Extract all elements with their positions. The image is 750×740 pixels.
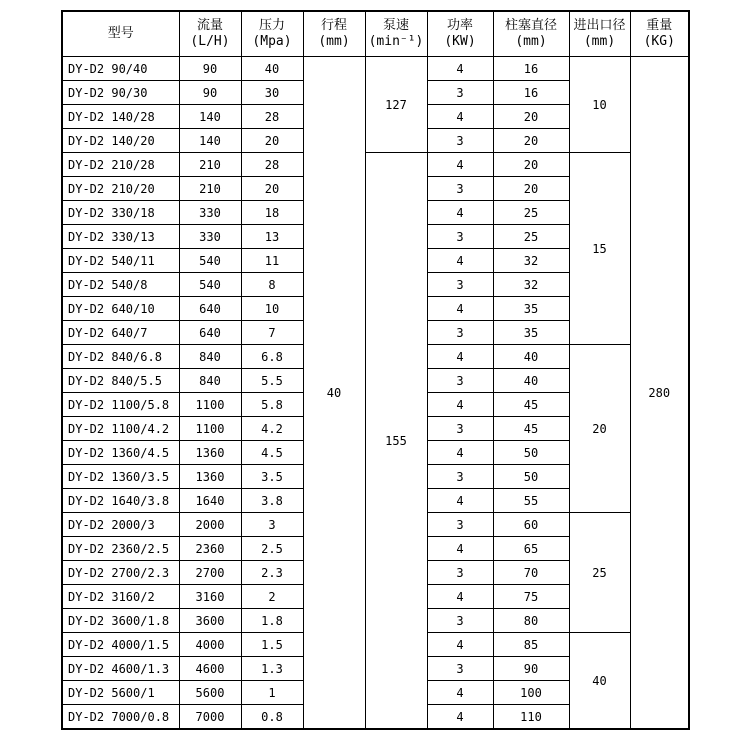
cell-weight: 280 <box>630 57 689 730</box>
cell-plunger-diameter: 50 <box>493 465 569 489</box>
cell-flow: 90 <box>179 57 241 81</box>
cell-flow: 2000 <box>179 513 241 537</box>
cell-power: 3 <box>427 561 493 585</box>
cell-plunger-diameter: 55 <box>493 489 569 513</box>
col-title: 泵速 <box>382 18 409 33</box>
cell-flow: 2360 <box>179 537 241 561</box>
cell-pressure: 20 <box>241 177 303 201</box>
cell-model: DY-D2 3160/2 <box>62 585 179 609</box>
cell-power: 4 <box>427 201 493 225</box>
cell-plunger-diameter: 75 <box>493 585 569 609</box>
cell-model: DY-D2 1100/5.8 <box>62 393 179 417</box>
cell-power: 3 <box>427 321 493 345</box>
cell-plunger-diameter: 110 <box>493 705 569 730</box>
cell-power: 4 <box>427 345 493 369</box>
cell-plunger-diameter: 65 <box>493 537 569 561</box>
cell-model: DY-D2 2000/3 <box>62 513 179 537</box>
cell-pressure: 13 <box>241 225 303 249</box>
cell-stroke: 40 <box>303 57 365 730</box>
col-unit: (KG) <box>643 34 675 49</box>
cell-flow: 1360 <box>179 465 241 489</box>
cell-plunger-diameter: 20 <box>493 105 569 129</box>
cell-model: DY-D2 1360/4.5 <box>62 441 179 465</box>
cell-power: 3 <box>427 657 493 681</box>
col-title: 型号 <box>107 26 134 41</box>
col-unit: (Mpa) <box>252 34 292 49</box>
cell-plunger-diameter: 50 <box>493 441 569 465</box>
col-header-pump_speed <box>365 11 427 57</box>
cell-power: 3 <box>427 273 493 297</box>
cell-pressure: 28 <box>241 105 303 129</box>
table-row <box>62 57 689 81</box>
cell-model: DY-D2 640/7 <box>62 321 179 345</box>
cell-model: DY-D2 330/18 <box>62 201 179 225</box>
cell-plunger-diameter: 70 <box>493 561 569 585</box>
cell-flow: 4600 <box>179 657 241 681</box>
cell-pressure: 2.3 <box>241 561 303 585</box>
cell-power: 4 <box>427 249 493 273</box>
cell-model: DY-D2 4600/1.3 <box>62 657 179 681</box>
cell-power: 4 <box>427 633 493 657</box>
cell-pressure: 4.2 <box>241 417 303 441</box>
cell-pressure: 1.5 <box>241 633 303 657</box>
cell-plunger-diameter: 20 <box>493 129 569 153</box>
cell-power: 4 <box>427 585 493 609</box>
cell-power: 4 <box>427 489 493 513</box>
cell-pressure: 3.5 <box>241 465 303 489</box>
col-unit: (min⁻¹) <box>368 34 424 49</box>
cell-plunger-diameter: 85 <box>493 633 569 657</box>
cell-flow: 90 <box>179 81 241 105</box>
col-unit: (L/H) <box>190 34 230 49</box>
cell-power: 3 <box>427 129 493 153</box>
cell-pressure: 20 <box>241 129 303 153</box>
cell-flow: 140 <box>179 129 241 153</box>
cell-power: 4 <box>427 393 493 417</box>
cell-flow: 2700 <box>179 561 241 585</box>
cell-port-diameter: 15 <box>569 153 630 345</box>
cell-plunger-diameter: 35 <box>493 321 569 345</box>
cell-plunger-diameter: 20 <box>493 153 569 177</box>
col-header-stroke <box>303 11 365 57</box>
col-unit: (mm) <box>318 34 350 49</box>
cell-pressure: 3.8 <box>241 489 303 513</box>
cell-pressure: 5.5 <box>241 369 303 393</box>
table-row <box>62 153 689 177</box>
cell-flow: 840 <box>179 369 241 393</box>
cell-flow: 1360 <box>179 441 241 465</box>
cell-pressure: 1.8 <box>241 609 303 633</box>
cell-pressure: 0.8 <box>241 705 303 730</box>
col-header-weight <box>630 11 689 57</box>
cell-model: DY-D2 540/11 <box>62 249 179 273</box>
cell-port-diameter: 25 <box>569 513 630 633</box>
cell-pressure: 30 <box>241 81 303 105</box>
cell-model: DY-D2 330/13 <box>62 225 179 249</box>
cell-power: 3 <box>427 81 493 105</box>
cell-plunger-diameter: 35 <box>493 297 569 321</box>
cell-flow: 1100 <box>179 393 241 417</box>
cell-model: DY-D2 840/5.5 <box>62 369 179 393</box>
cell-port-diameter: 10 <box>569 57 630 153</box>
cell-plunger-diameter: 40 <box>493 345 569 369</box>
cell-power: 3 <box>427 609 493 633</box>
col-header-pressure <box>241 11 303 57</box>
cell-plunger-diameter: 32 <box>493 273 569 297</box>
cell-model: DY-D2 90/40 <box>62 57 179 81</box>
cell-plunger-diameter: 80 <box>493 609 569 633</box>
cell-plunger-diameter: 45 <box>493 417 569 441</box>
cell-plunger-diameter: 25 <box>493 201 569 225</box>
cell-plunger-diameter: 16 <box>493 81 569 105</box>
cell-power: 4 <box>427 105 493 129</box>
cell-model: DY-D2 640/10 <box>62 297 179 321</box>
cell-flow: 4000 <box>179 633 241 657</box>
col-title: 压力 <box>258 18 285 33</box>
cell-power: 4 <box>427 153 493 177</box>
cell-model: DY-D2 210/20 <box>62 177 179 201</box>
col-title: 进出口径 <box>573 18 626 33</box>
cell-power: 4 <box>427 57 493 81</box>
cell-flow: 330 <box>179 225 241 249</box>
col-title: 柱塞直径 <box>504 18 557 33</box>
cell-flow: 3600 <box>179 609 241 633</box>
cell-power: 3 <box>427 225 493 249</box>
col-unit: (mm) <box>583 34 616 49</box>
cell-power: 3 <box>427 417 493 441</box>
cell-flow: 140 <box>179 105 241 129</box>
cell-plunger-diameter: 25 <box>493 225 569 249</box>
cell-port-diameter: 20 <box>569 345 630 513</box>
cell-pressure: 1.3 <box>241 657 303 681</box>
cell-power: 3 <box>427 513 493 537</box>
cell-model: DY-D2 90/30 <box>62 81 179 105</box>
cell-flow: 210 <box>179 153 241 177</box>
cell-pump-speed: 155 <box>365 153 427 730</box>
col-title: 重量 <box>646 18 673 33</box>
cell-pressure: 1 <box>241 681 303 705</box>
cell-plunger-diameter: 20 <box>493 177 569 201</box>
cell-model: DY-D2 1640/3.8 <box>62 489 179 513</box>
cell-flow: 1640 <box>179 489 241 513</box>
table-body <box>62 57 689 730</box>
cell-pressure: 5.8 <box>241 393 303 417</box>
cell-pressure: 28 <box>241 153 303 177</box>
cell-flow: 3160 <box>179 585 241 609</box>
col-header-model <box>62 11 179 57</box>
cell-plunger-diameter: 16 <box>493 57 569 81</box>
cell-power: 4 <box>427 441 493 465</box>
cell-pressure: 11 <box>241 249 303 273</box>
cell-model: DY-D2 540/8 <box>62 273 179 297</box>
cell-flow: 540 <box>179 249 241 273</box>
cell-pressure: 3 <box>241 513 303 537</box>
cell-model: DY-D2 7000/0.8 <box>62 705 179 730</box>
cell-power: 3 <box>427 177 493 201</box>
cell-power: 3 <box>427 369 493 393</box>
cell-flow: 5600 <box>179 681 241 705</box>
cell-model: DY-D2 140/20 <box>62 129 179 153</box>
cell-flow: 640 <box>179 321 241 345</box>
cell-pump-speed: 127 <box>365 57 427 153</box>
cell-power: 4 <box>427 705 493 730</box>
cell-plunger-diameter: 90 <box>493 657 569 681</box>
col-header-port_diameter <box>569 11 630 57</box>
pump-spec-table <box>61 10 690 730</box>
cell-model: DY-D2 2360/2.5 <box>62 537 179 561</box>
cell-model: DY-D2 2700/2.3 <box>62 561 179 585</box>
cell-plunger-diameter: 32 <box>493 249 569 273</box>
cell-pressure: 40 <box>241 57 303 81</box>
col-title: 行程 <box>320 18 347 33</box>
cell-pressure: 10 <box>241 297 303 321</box>
cell-port-diameter: 40 <box>569 633 630 730</box>
cell-plunger-diameter: 45 <box>493 393 569 417</box>
cell-power: 3 <box>427 465 493 489</box>
cell-power: 4 <box>427 297 493 321</box>
cell-model: DY-D2 210/28 <box>62 153 179 177</box>
cell-model: DY-D2 5600/1 <box>62 681 179 705</box>
cell-pressure: 4.5 <box>241 441 303 465</box>
cell-flow: 210 <box>179 177 241 201</box>
col-header-power <box>427 11 493 57</box>
cell-plunger-diameter: 100 <box>493 681 569 705</box>
cell-plunger-diameter: 40 <box>493 369 569 393</box>
cell-power: 4 <box>427 537 493 561</box>
cell-model: DY-D2 4000/1.5 <box>62 633 179 657</box>
cell-pressure: 18 <box>241 201 303 225</box>
col-header-plunger_diameter <box>493 11 569 57</box>
col-unit: (KW) <box>444 34 476 49</box>
table-header <box>62 11 689 57</box>
cell-model: DY-D2 840/6.8 <box>62 345 179 369</box>
cell-pressure: 7 <box>241 321 303 345</box>
cell-model: DY-D2 140/28 <box>62 105 179 129</box>
col-title: 功率 <box>446 18 473 33</box>
cell-pressure: 6.8 <box>241 345 303 369</box>
cell-pressure: 8 <box>241 273 303 297</box>
header-row <box>62 11 689 57</box>
cell-flow: 7000 <box>179 705 241 730</box>
cell-model: DY-D2 1360/3.5 <box>62 465 179 489</box>
cell-flow: 640 <box>179 297 241 321</box>
cell-flow: 840 <box>179 345 241 369</box>
cell-plunger-diameter: 60 <box>493 513 569 537</box>
col-title: 流量 <box>196 18 223 33</box>
cell-pressure: 2.5 <box>241 537 303 561</box>
cell-pressure: 2 <box>241 585 303 609</box>
cell-model: DY-D2 3600/1.8 <box>62 609 179 633</box>
cell-flow: 330 <box>179 201 241 225</box>
cell-model: DY-D2 1100/4.2 <box>62 417 179 441</box>
cell-flow: 540 <box>179 273 241 297</box>
col-header-flow <box>179 11 241 57</box>
col-unit: (mm) <box>515 34 547 49</box>
cell-power: 4 <box>427 681 493 705</box>
cell-flow: 1100 <box>179 417 241 441</box>
